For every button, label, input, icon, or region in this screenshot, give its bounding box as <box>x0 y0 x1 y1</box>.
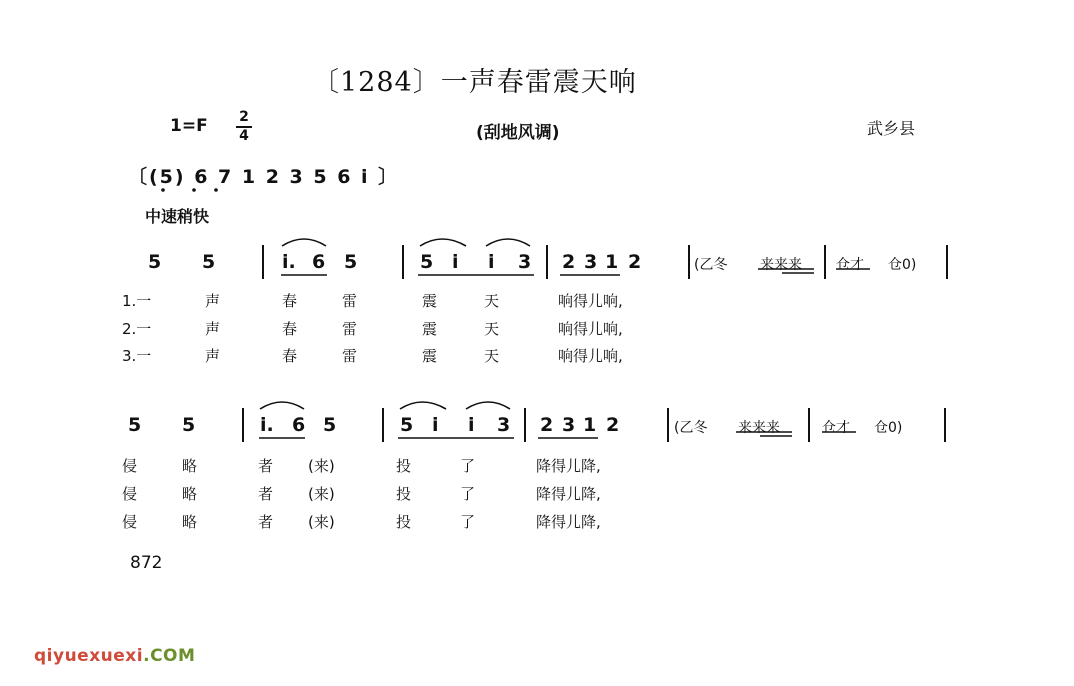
lyric-word: 天 <box>484 347 500 365</box>
note: 3 <box>584 251 598 273</box>
lyric-word: 震 <box>422 320 438 338</box>
note: 2 <box>562 251 576 273</box>
lyric-word: 响得儿响, <box>558 320 623 338</box>
lyric-word: 降得儿降, <box>536 513 601 531</box>
slur <box>486 239 530 246</box>
slur <box>420 239 466 246</box>
song-title: 〔1284〕一声春雷震天响 <box>312 67 637 98</box>
lyric-word: 者 <box>258 485 274 503</box>
lyric-word: 天 <box>484 320 500 338</box>
note: i <box>468 414 475 436</box>
song-subtitle: (刮地风调) <box>476 123 560 143</box>
slur <box>282 239 326 246</box>
octave-dot <box>161 188 165 192</box>
lyric-word: 降得儿降, <box>536 485 601 503</box>
octave-dot <box>192 188 196 192</box>
note: 6 <box>312 251 326 273</box>
percussion-text: (乙冬 <box>674 420 708 436</box>
lyric-word: 雷 <box>342 292 358 310</box>
note: 5 <box>420 251 434 273</box>
note: 2 <box>540 414 554 436</box>
lyric-word: 3.一 <box>122 347 152 365</box>
lyric-word: 投 <box>396 485 412 503</box>
lyric-word: 雷 <box>342 320 358 338</box>
note: 3 <box>518 251 532 273</box>
note: i <box>432 414 439 436</box>
lyric-word: (来) <box>308 485 335 503</box>
watermark-suffix: .COM <box>143 646 196 666</box>
note: i <box>452 251 459 273</box>
percussion-text: 来来来 <box>760 257 802 273</box>
percussion-text: 仓才 <box>836 257 864 273</box>
note: 2 <box>606 414 620 436</box>
note: 2 <box>628 251 642 273</box>
note: 5 <box>202 251 216 273</box>
lyric-word: 侵 <box>122 457 138 475</box>
note: 3 <box>497 414 511 436</box>
key-signature: 1=F <box>170 116 208 136</box>
lyric-word: 了 <box>460 485 476 503</box>
percussion-text: (乙冬 <box>694 257 728 273</box>
lyric-word: 声 <box>205 347 221 365</box>
lyric-word: 春 <box>282 292 298 310</box>
lyric-word: 天 <box>484 292 500 310</box>
note: 1 <box>605 251 619 273</box>
note: 5 <box>148 251 162 273</box>
watermark-prefix: qiyuexuexi <box>34 646 144 666</box>
note: 5 <box>400 414 414 436</box>
note: 1 <box>583 414 597 436</box>
site-watermark <box>34 646 195 666</box>
note: 5 <box>182 414 196 436</box>
time-denominator: 4 <box>239 128 249 144</box>
note: i. <box>282 251 296 273</box>
lyric-word: 响得儿响, <box>558 347 623 365</box>
octave-dot <box>214 188 218 192</box>
lyric-word: 声 <box>205 320 221 338</box>
lyric-word: 略 <box>182 485 198 503</box>
slur <box>466 402 510 409</box>
note: i. <box>260 414 274 436</box>
lyric-word: 了 <box>460 513 476 531</box>
percussion-text: 仓才 <box>822 420 850 436</box>
lyric-word: 1.一 <box>122 292 152 310</box>
slur <box>260 402 304 409</box>
lyric-word: 了 <box>460 457 476 475</box>
lyric-word: 略 <box>182 457 198 475</box>
time-numerator: 2 <box>239 109 249 125</box>
region-label: 武乡县 <box>867 119 916 138</box>
note: 6 <box>292 414 306 436</box>
lyric-word: 略 <box>182 513 198 531</box>
lyric-word: 侵 <box>122 513 138 531</box>
note: i <box>488 251 495 273</box>
lyric-word: 者 <box>258 457 274 475</box>
note: 3 <box>562 414 576 436</box>
note: 5 <box>323 414 337 436</box>
lyric-word: 投 <box>396 513 412 531</box>
tempo-marking: 中速稍快 <box>145 207 210 226</box>
percussion-text: 仓0) <box>888 257 917 273</box>
lyric-word: 声 <box>205 292 221 310</box>
lyric-word: 者 <box>258 513 274 531</box>
percussion-text: 来来来 <box>738 420 780 436</box>
lyric-word: 春 <box>282 347 298 365</box>
lyric-word: (来) <box>308 457 335 475</box>
lyric-word: 响得儿响, <box>558 292 623 310</box>
percussion-text: 仓0) <box>874 420 903 436</box>
scale-notes: 〔(5) 6 7 1 2 3 5 6 i 〕 <box>128 166 400 188</box>
lyric-word: 震 <box>422 292 438 310</box>
note: 5 <box>344 251 358 273</box>
lyric-word: 震 <box>422 347 438 365</box>
slur <box>400 402 446 409</box>
lyric-word: (来) <box>308 513 335 531</box>
lyric-word: 侵 <box>122 485 138 503</box>
lyric-word: 雷 <box>342 347 358 365</box>
lyric-word: 春 <box>282 320 298 338</box>
lyric-word: 投 <box>396 457 412 475</box>
page-number: 872 <box>130 553 163 573</box>
note: 5 <box>128 414 142 436</box>
lyric-word: 降得儿降, <box>536 457 601 475</box>
lyric-word: 2.一 <box>122 320 152 338</box>
